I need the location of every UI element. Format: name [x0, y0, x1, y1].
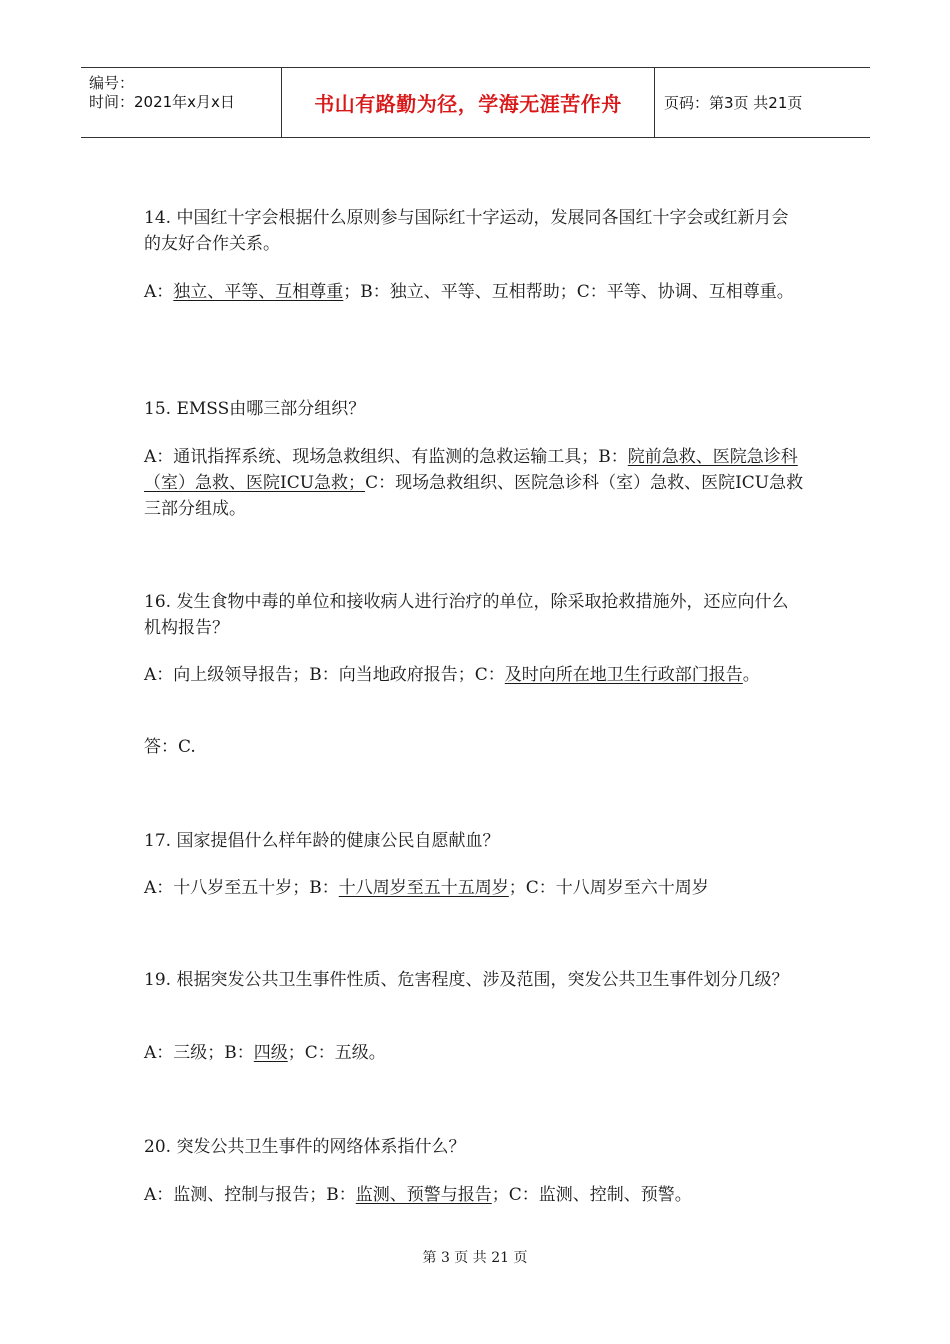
option-prefix: A：三级；B：	[144, 1043, 254, 1063]
header-page-number: 页码：第3页 共21页	[664, 94, 803, 112]
options-15	[144, 444, 804, 522]
option-prefix: A：十八岁至五十岁；B：	[144, 878, 339, 898]
options-16	[144, 662, 804, 688]
option-rest: C：现场急救组织、医院急诊科（室）急救、医院ICU急救三部分组成。	[144, 473, 804, 519]
option-rest: 。	[742, 665, 760, 685]
question-16	[144, 589, 804, 641]
header-divider	[654, 68, 655, 137]
options-20	[144, 1182, 804, 1208]
question-14	[144, 205, 804, 257]
correct-answer: 监测、预警与报告	[355, 1185, 492, 1205]
question-text: 14. 中国红十字会根据什么原则参与国际红十字运动，发展同各国红十字会或红新月会的友好合作关系。	[144, 208, 789, 254]
question-17	[144, 828, 804, 854]
question-text: 16. 发生食物中毒的单位和接收病人进行治疗的单位，除采取抢救措施外，还应向什么机构报告？	[144, 592, 789, 638]
question-15	[144, 396, 804, 422]
question-text: 19. 根据突发公共卫生事件性质、危害程度、涉及范围，突发公共卫生事件划分几级？	[144, 970, 789, 990]
correct-answer: 院前急救、医院急诊科（室）急救、医院ICU急救；	[144, 447, 798, 493]
options-17	[144, 875, 804, 901]
option-rest: ；C：十八周岁至六十周岁	[508, 878, 709, 898]
correct-answer: 独立、平等、互相尊重	[173, 282, 344, 302]
option-rest: ；C：监测、控制、预警。	[491, 1185, 692, 1205]
option-prefix: A：监测、控制与报告；B：	[144, 1185, 356, 1205]
option-rest: ；C：五级。	[287, 1043, 386, 1063]
page-footer: 第 3 页 共 21 页	[422, 1250, 528, 1266]
option-prefix: A：	[144, 282, 174, 302]
question-text: 20. 突发公共卫生事件的网络体系指什么？	[144, 1137, 466, 1157]
options-14	[144, 279, 804, 305]
question-text: 15. EMSS由哪三部分组织？	[144, 399, 366, 419]
option-prefix: A：通讯指挥系统、现场急救组织、有监测的急救运输工具；B：	[144, 447, 628, 467]
question-text: 17. 国家提倡什么样年龄的健康公民自愿献血？	[144, 831, 500, 851]
option-rest: ；B：独立、平等、互相帮助；C：平等、协调、互相尊重。	[343, 282, 794, 302]
code-label: 编号：	[89, 74, 135, 92]
question-20	[144, 1134, 804, 1160]
header-meta-cell	[81, 68, 281, 137]
answer-16: 答：C.	[144, 737, 196, 757]
question-19	[144, 967, 804, 993]
time-text: 时间：2021年x月x日	[89, 93, 235, 111]
options-19	[144, 1040, 804, 1066]
correct-answer: 四级	[253, 1043, 288, 1063]
correct-answer: 及时向所在地卫生行政部门报告	[504, 665, 743, 685]
header-motto: 书山有路勤为径，学海无涯苦作舟	[314, 92, 622, 116]
correct-answer: 十八周岁至五十五周岁	[338, 878, 509, 898]
option-prefix: A：向上级领导报告；B：向当地政府报告；C：	[144, 665, 505, 685]
document-header	[81, 67, 870, 138]
